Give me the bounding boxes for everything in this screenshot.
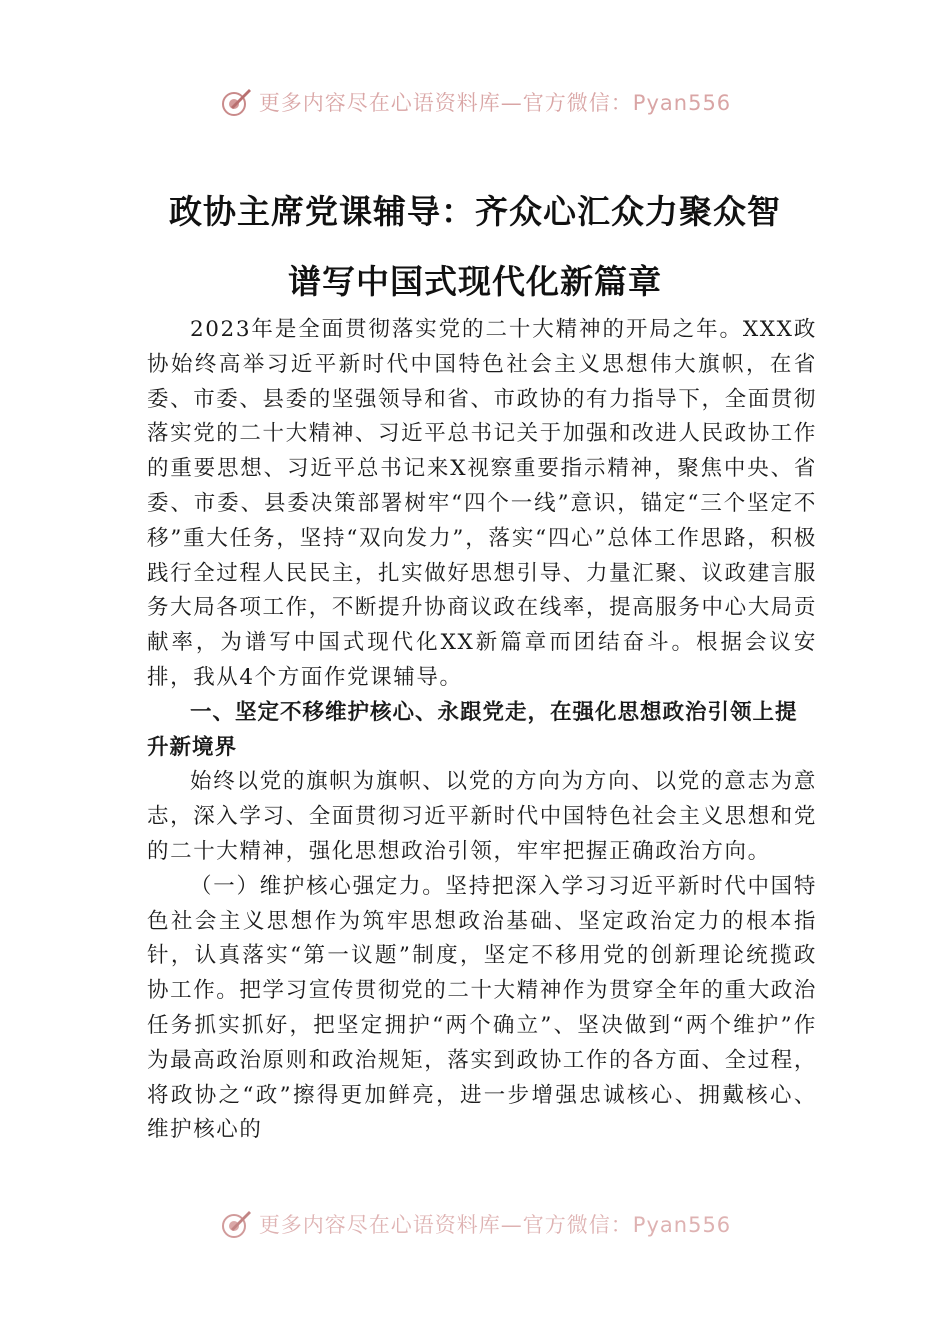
watermark-footer — [0, 1204, 950, 1244]
paragraph-section-1: 始终以党的旗帜为旗帜、以党的方向为方向、以党的意志为意志，深入学习、全面贯彻习近平新时代中国特色社会主义思想和党的二十大精神，强化思想政治引领，牢牢把握正确政治方向。 — [147, 769, 817, 864]
watermark-text: 更多内容尽在心语资料库—官方微信：Pyan556 — [258, 1213, 732, 1237]
document-title-line-1: 政协主席党课辅导：齐众心汇众力聚众智 — [169, 192, 781, 231]
quill-seal-icon — [219, 85, 253, 119]
watermark-header — [0, 82, 950, 122]
document-title-line-2: 谱写中国式现代化新篇章 — [288, 262, 662, 301]
paragraph-intro: 2023年是全面贯彻落实党的二十大精神的开局之年。XXX政协始终高举习近平新时代中国特色社会主义思想伟大旗帜，在省委、市委、县委的坚强领导和省、市政协的有力指导下，全面贯彻落实党的二十大精神、习近平总书记关于加强和改进人民政协工作的重要思想、习近平总书记来X视察重要指示精神，聚焦中央、省委、市委、县委决策部署树牢“四个一线”意识，锚定“三个坚定不移”重大任务，坚持“双向发力”，落实“四心”总体工作思路，积极践行全过程人民民主，扎实做好思想引导、力量汇聚、议政建言服务大局各项工作，不断提升协商议政在线率，提高服务中心大局贡献率，为谱写中国式现代化XX新篇章而团结奋斗。根据会议安排，我从4个方面作党课辅导。 — [147, 317, 817, 690]
quill-seal-icon — [219, 1207, 253, 1241]
section-heading-1: 一、坚定不移维护核心、永跟党走，在强化思想政治引领上提升新境界 — [147, 699, 798, 760]
paragraph-subsection-1: （一）维护核心强定力。坚持把深入学习习近平新时代中国特色社会主义思想作为筑牢思想政治基础、坚定政治定力的根本指针，认真落实“第一议题”制度，坚定不移用党的创新理论统揽政协工作。把学习宣传贯彻党的二十大精神作为贯穿全年的重大政治任务抓实抓好，把坚定拥护“两个确立”、坚决做到“两个维护”作为最高政治原则和政治规矩，落实到政协工作的各方面、全过程，将政协之“政”擦得更加鲜亮，进一步增强忠诚核心、拥戴核心、维护核心的 — [147, 873, 817, 1143]
watermark-text: 更多内容尽在心语资料库—官方微信：Pyan556 — [258, 91, 732, 115]
document-body — [147, 313, 817, 1148]
